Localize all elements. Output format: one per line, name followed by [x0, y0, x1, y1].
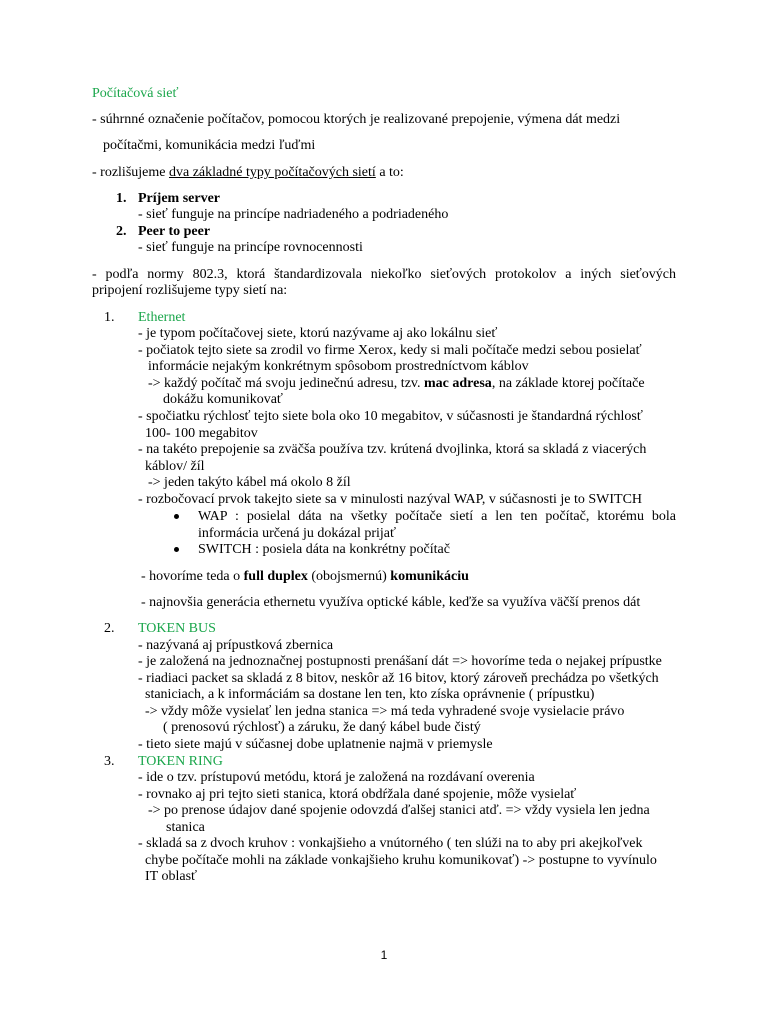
- page-number: 1: [380, 948, 388, 962]
- ethernet-line-1: - je typom počítačovej siete, ktorú nazývame aj ako lokálnu sieť: [138, 326, 498, 341]
- ethernet-line-11: - rozbočovací prvok takejto siete sa v minulosti nazýval WAP, v súčasnosti je to SWITCH: [138, 492, 643, 507]
- token-bus-heading: TOKEN BUS: [138, 621, 216, 636]
- intro-line-2: počítačmi, komunikácia medzi ľuďmi: [103, 138, 316, 153]
- wap-bullet-line-2: informácia určená ju dokázal prijať: [198, 526, 396, 541]
- ethernet-line-7: 100- 100 megabitov: [145, 426, 258, 441]
- token-ring-line-5: - skladá sa z dvoch kruhov : vonkajšieho a vnútorného ( ten slúži na to aby pri akejkoľvek: [138, 836, 643, 851]
- ethernet-line-4: [148, 376, 645, 392]
- wap-bullet-line-1: WAP : posielal dáta na všetky počítače sietí a len ten počítač, ktorému bola: [198, 509, 676, 524]
- mac-pre: -> každý počítač má svoju jedinečnú adresu, tzv.: [148, 376, 425, 391]
- ethernet-line-5: dokážu komunikovať: [163, 392, 283, 407]
- token-bus-line-6: ( prenosovú rýchlosť) a záruku, že daný kábel bude čistý: [163, 720, 481, 735]
- basic-type-2-number: 2.: [116, 224, 127, 239]
- ethernet-line-3: informácie nejakým konkrétnym spôsobom prostredníctvom káblov: [148, 359, 529, 374]
- basic-type-2-desc: - sieť funguje na princípe rovnocennosti: [138, 240, 363, 255]
- duplex-bold-1: full duplex: [243, 569, 308, 584]
- ethernet-line-8: - na takéto prepojenie sa zväčša používa tzv. krútená dvojlinka, ktorá sa skladá z viacerých: [138, 442, 647, 457]
- basic-type-2-name: Peer to peer: [138, 224, 211, 239]
- duplex-bold-2: komunikáciu: [390, 569, 469, 584]
- types-underlined: dva základné typy počítačových sietí: [168, 165, 376, 180]
- ethernet-heading: Ethernet: [138, 310, 186, 325]
- token-bus-line-2: - je založená na jednoznačnej postupnosti prenášaní dát => hovoríme teda o nejakej prípustke: [138, 654, 662, 669]
- token-ring-line-1: - ide o tzv. prístupovú metódu, ktorá je založená na rozdávaní overenia: [138, 770, 535, 785]
- basic-type-1-desc: - sieť funguje na princípe nadriadeného a podriadeného: [138, 207, 449, 222]
- token-ring-heading: TOKEN RING: [138, 754, 223, 769]
- token-bus-line-3: - riadiaci packet sa skladá z 8 bitov, neskôr až 16 bitov, ktorý zároveň prechádza po všetkých: [138, 671, 659, 686]
- types-intro-line: [92, 165, 404, 181]
- token-ring-number: 3.: [104, 754, 115, 769]
- duplex-line: [141, 569, 469, 585]
- token-ring-line-7: IT oblasť: [145, 869, 197, 884]
- ethernet-line-2: - počiatok tejto siete sa zrodil vo firme Xerox, kedy si mali počítače medzi sebou posielať: [138, 343, 642, 358]
- mac-bold: mac adresa: [424, 376, 492, 391]
- token-bus-line-5: -> vždy môže vysielať len jedna stanica => má teda vyhradené svoje vysielacie právo: [145, 704, 625, 719]
- duplex-pre: - hovoríme teda o: [141, 569, 244, 584]
- intro-line-1: - súhrnné označenie počítačov, pomocou ktorých je realizované prepojenie, výmena dát medzi: [92, 112, 621, 127]
- ethernet-line-10: -> jeden takýto kábel má okolo 8 žíl: [148, 475, 351, 490]
- token-ring-line-4: stanica: [166, 820, 205, 835]
- token-ring-line-3: -> po prenose údajov dané spojenie odovzdá ďalšej stanici atď. => vždy vysiela len jedna: [148, 803, 650, 818]
- norm-line-1: - podľa normy 802.3, ktorá štandardizovala niekoľko sieťových protokolov a iných sieťových: [92, 267, 676, 282]
- ethernet-newest: - najnovšia generácia ethernetu využíva optické káble, keďže sa využíva väčší prenos dát: [141, 595, 641, 610]
- token-ring-line-6: chybe počítače mohli na základe vonkajšieho kruhu komunikovať) -> postupne to vyvínulo: [145, 853, 657, 868]
- document-title: Počítačová sieť: [92, 86, 179, 101]
- token-ring-line-2: - rovnako aj pri tejto sieti stanica, ktorá obdŕžala dané spojenie, môže vysielať: [138, 787, 577, 802]
- bullet-icon: [174, 547, 179, 552]
- token-bus-line-7: - tieto siete majú v súčasnej dobe uplatnenie najmä v priemysle: [138, 737, 493, 752]
- bullet-icon: [174, 514, 179, 519]
- basic-type-1-name: Príjem server: [138, 191, 220, 206]
- duplex-mid: (obojsmernú): [307, 569, 391, 584]
- mac-post: , na základe ktorej počítače: [491, 376, 645, 391]
- ethernet-number: 1.: [104, 310, 115, 325]
- token-bus-line-1: - nazývaná aj prípustková zbernica: [138, 638, 334, 653]
- ethernet-line-6: - spočiatku rýchlosť tejto siete bola oko 10 megabitov, v súčasnosti je štandardná rýchlosť: [138, 409, 643, 424]
- token-bus-number: 2.: [104, 621, 115, 636]
- types-suffix: a to:: [375, 165, 404, 180]
- types-prefix: - rozlišujeme: [92, 165, 169, 180]
- basic-type-1-number: 1.: [116, 191, 127, 206]
- ethernet-line-9: káblov/ žíl: [145, 459, 205, 474]
- token-bus-line-4: staniciach, a k informáciám sa dostane len ten, kto získa oprávnenie ( prípustku): [145, 687, 595, 702]
- switch-bullet: SWITCH : posiela dáta na konkrétny počítač: [198, 542, 450, 557]
- norm-line-2: pripojení rozlišujeme typy sietí na:: [92, 283, 288, 298]
